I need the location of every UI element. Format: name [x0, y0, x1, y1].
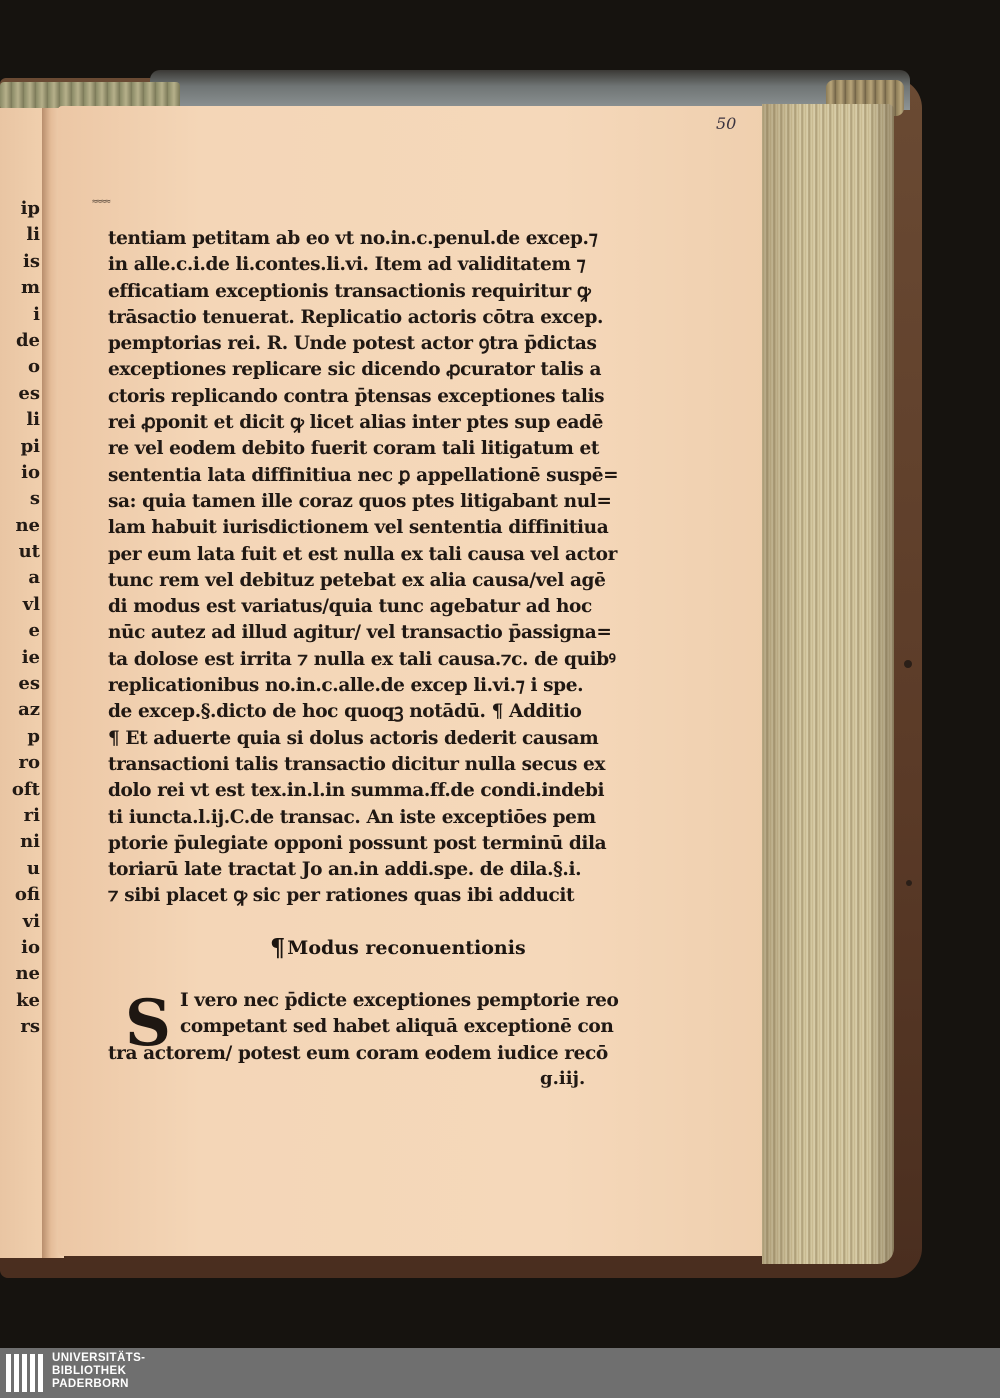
left-page-fragment: pi: [20, 435, 40, 457]
text-line: transactioni talis transactio dicitur nulla secus ex: [108, 753, 606, 775]
folio-number: 50: [716, 114, 737, 133]
text-line: pemptorias rei. R. Unde potest actor ꝯtra p̄dictas: [108, 333, 597, 355]
left-page-fragment: ne: [15, 514, 40, 536]
library-name-line: BIBLIOTHEK: [52, 1365, 127, 1377]
left-page-fragment: s: [29, 488, 40, 510]
left-page-fragment: ni: [20, 831, 40, 853]
text-line: ctoris replicando contra p̄tensas exceptiones talis: [108, 385, 605, 407]
left-page-fragment: vi: [22, 910, 40, 932]
text-line: ti iuncta.l.ij.C.de transac. An iste exceptiōes pem: [108, 806, 596, 828]
decorated-initial: S: [124, 986, 172, 1061]
text-line: per eum lata fuit et est nulla ex tali causa vel actor: [108, 543, 617, 565]
left-page-fragment: li: [26, 224, 40, 246]
text-line: ¶ Et aduerte quia si dolus actoris dederit causam: [108, 727, 599, 749]
left-page-fragment: e: [28, 620, 40, 642]
text-line: in alle.c.i.de li.contes.li.vi. Item ad validitatem ⁊: [108, 254, 586, 276]
left-page-fragment: rs: [20, 1016, 40, 1038]
text-line: ta dolose est irrita ⁊ nulla ex tali causa.⁊c. de quibꝰ: [108, 648, 616, 670]
text-line: ptorie p̄ulegiate opponi possunt post terminū dila: [108, 832, 607, 854]
text-line: trāsactio tenuerat. Replicatio actoris cōtra excep.: [108, 306, 604, 328]
left-page-fragment: vl: [22, 593, 40, 615]
second-paragraph: [108, 988, 648, 1067]
library-logo-icon: [6, 1354, 46, 1392]
text-line: ⁊ sibi placet ꝙ sic per rationes quas ibi adducit: [108, 885, 575, 907]
left-page-fragment: ri: [23, 804, 40, 826]
left-page-fragment: ofi: [14, 884, 40, 906]
left-page-fragment: a: [28, 567, 40, 589]
ink-smudge: ≈≈≈≈: [92, 197, 110, 207]
text-line: re vel eodem debito fuerit coram tali litigatum et: [108, 438, 599, 460]
left-page-fragment: es: [18, 382, 40, 404]
library-name-line: UNIVERSITÄTS-: [52, 1352, 146, 1364]
binding-hole: [904, 660, 912, 668]
main-text-block: [108, 226, 638, 910]
text-line: competant sed habet aliquā exceptionē con: [180, 1016, 614, 1038]
left-page-fragment: es: [18, 673, 40, 695]
left-page-fragment: ke: [16, 989, 40, 1011]
left-page-fragment: is: [23, 250, 40, 272]
left-page-fragment: de: [15, 329, 40, 351]
left-page-fragment: ut: [18, 541, 40, 563]
section-heading-text: Modus reconuentionis: [287, 937, 526, 959]
text-line: sa: quia tamen ille coraz quos ptes litigabant nul=: [108, 490, 612, 512]
text-line: replicationibus no.in.c.alle.de excep li.vi.⁊ i spe.: [108, 675, 584, 697]
text-line: de excep.§.dicto de hoc quoqꝫ notādū. ¶ Additio: [108, 701, 582, 723]
text-line: tra actorem/ potest eum coram eodem iudice recō: [108, 1042, 608, 1064]
left-page-fragment: m: [20, 277, 40, 299]
left-page-fragment: o: [27, 356, 40, 378]
binding-hole: [906, 880, 912, 886]
left-page-fragment: p: [27, 725, 40, 747]
text-line: rei ꝓponit et dicit ꝙ licet alias inter ptes sup eadē: [108, 412, 603, 434]
text-line: lam habuit iurisdictionem vel sententia diffinitiua: [108, 517, 609, 539]
library-name-line: PADERBORN: [52, 1378, 129, 1390]
text-line: sententia lata diffinitiua nec ꝑ appellationē suspē=: [108, 464, 619, 486]
left-page-fragment: ie: [21, 646, 40, 668]
text-line: tentiam petitam ab eo vt no.in.c.penul.de excep.⁊: [108, 228, 598, 249]
left-page-fragment: io: [21, 936, 40, 958]
left-page-fragment: az: [18, 699, 40, 721]
left-page-fragment: ro: [18, 752, 40, 774]
left-page-fragments: [0, 196, 40, 1041]
text-line: nūc autez ad illud agitur/ vel transactio p̄assigna=: [108, 622, 612, 644]
left-page-fragment: ne: [15, 963, 40, 985]
left-page-fragment: io: [21, 461, 40, 483]
left-page-fragment: li: [26, 409, 40, 431]
text-line: toriarū late tractat Jo an.in addi.spe. de dila.§.i.: [108, 859, 582, 881]
text-line: efficatiam exceptionis transactionis requiritur ꝙ: [108, 280, 591, 302]
library-footer: [0, 1348, 1000, 1398]
left-page-fragment: i: [33, 303, 40, 325]
text-line: di modus est variatus/quia tunc agebatur ad hoc: [108, 596, 592, 618]
section-heading: [270, 933, 526, 962]
fore-edge-shadow: [762, 104, 894, 1264]
text-line: tunc rem vel debituz petebat ex alia causa/vel agē: [108, 569, 606, 591]
text-line: dolo rei vt est tex.in.l.in summa.ff.de condi.indebi: [108, 780, 605, 802]
library-name: [52, 1352, 145, 1391]
left-page-fragment: oft: [11, 778, 40, 800]
text-line: I vero nec p̄dicte exceptiones pemptorie reo: [180, 990, 619, 1011]
left-page-fragment: ip: [20, 198, 40, 219]
left-page-fragment: u: [26, 857, 40, 879]
signature-mark: g.iij.: [540, 1068, 586, 1089]
pilcrow-icon: ¶: [270, 933, 286, 962]
text-line: exceptiones replicare sic dicendo ꝓcurator talis a: [108, 359, 602, 381]
